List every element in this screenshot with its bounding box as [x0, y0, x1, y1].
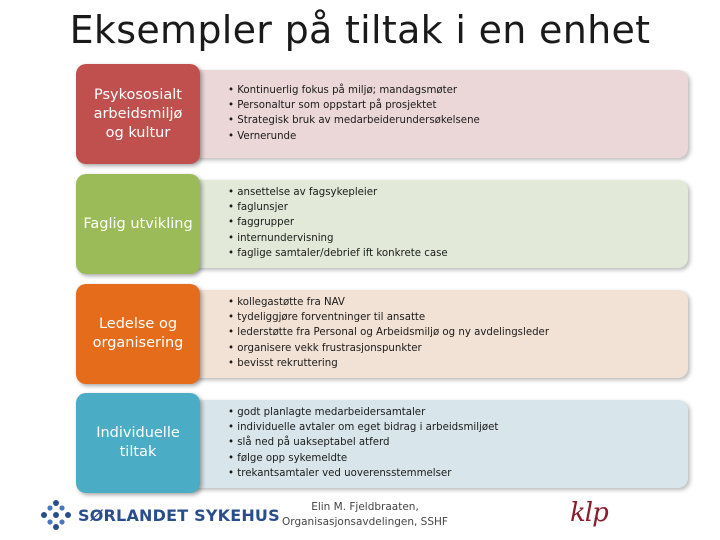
bullet-list-individuelle [228, 405, 498, 481]
list-item: • lederstøtte fra Personal og Arbeidsmiljø og ny avdelingsleder [228, 325, 549, 340]
sorlandet-dots-icon [40, 499, 72, 531]
klp-logo: klp [570, 498, 608, 528]
bullet-list-ledelse [228, 295, 549, 371]
category-label: Ledelse og organisering [92, 316, 184, 351]
list-item: • bevisst rekruttering [228, 356, 549, 371]
bullet-list-faglig [228, 185, 448, 261]
credit-name: Elin M. Fjeldbraaten, [311, 501, 419, 513]
list-item: • organisere vekk frustrasjonspunkter [228, 341, 549, 356]
list-item: • tydeliggjøre forventninger til ansatte [228, 310, 549, 325]
list-item: • Kontinuerlig fokus på miljø; mandagsmøter [228, 83, 480, 98]
sorlandet-logo [40, 497, 280, 533]
list-item: • godt planlagte medarbeidersamtaler [228, 405, 498, 420]
category-label: Individuelle tiltak [96, 425, 180, 460]
bullet-list-psykososialt [228, 83, 480, 144]
list-item: • Strategisk bruk av medarbeiderundersøkelsene [228, 113, 480, 128]
credit-department: Organisasjonsavdelingen, SSHF [282, 516, 448, 528]
logo-text: SØRLANDET SYKEHUS [78, 505, 280, 525]
category-box-ledelse [76, 284, 200, 384]
category-box-psykososialt [76, 64, 200, 164]
list-item: • faglunsjer [228, 200, 448, 215]
list-item: • internundervisning [228, 231, 448, 246]
category-label: Psykososialt arbeidsmiljø og kultur [93, 86, 183, 141]
category-box-faglig [76, 174, 200, 274]
list-item: • slå ned på uakseptabel atferd [228, 435, 498, 450]
list-item: • trekantsamtaler ved uoverensstemmelser [228, 466, 498, 481]
list-item: • faglige samtaler/debrief ift konkrete case [228, 246, 448, 261]
slide-title: Eksempler på tiltak i en enhet [69, 8, 651, 52]
category-label: Faglig utvikling [83, 215, 193, 232]
credit [275, 500, 455, 530]
list-item: • faggrupper [228, 215, 448, 230]
list-item: • følge opp sykemeldte [228, 451, 498, 466]
list-item: • individuelle avtaler om eget bidrag i arbeidsmiljøet [228, 420, 498, 435]
list-item: • Vernerunde [228, 129, 480, 144]
category-box-individuelle [76, 393, 200, 493]
list-item: • ansettelse av fagsykepleier [228, 185, 448, 200]
list-item: • Personaltur som oppstart på prosjektet [228, 98, 480, 113]
list-item: • kollegastøtte fra NAV [228, 295, 549, 310]
